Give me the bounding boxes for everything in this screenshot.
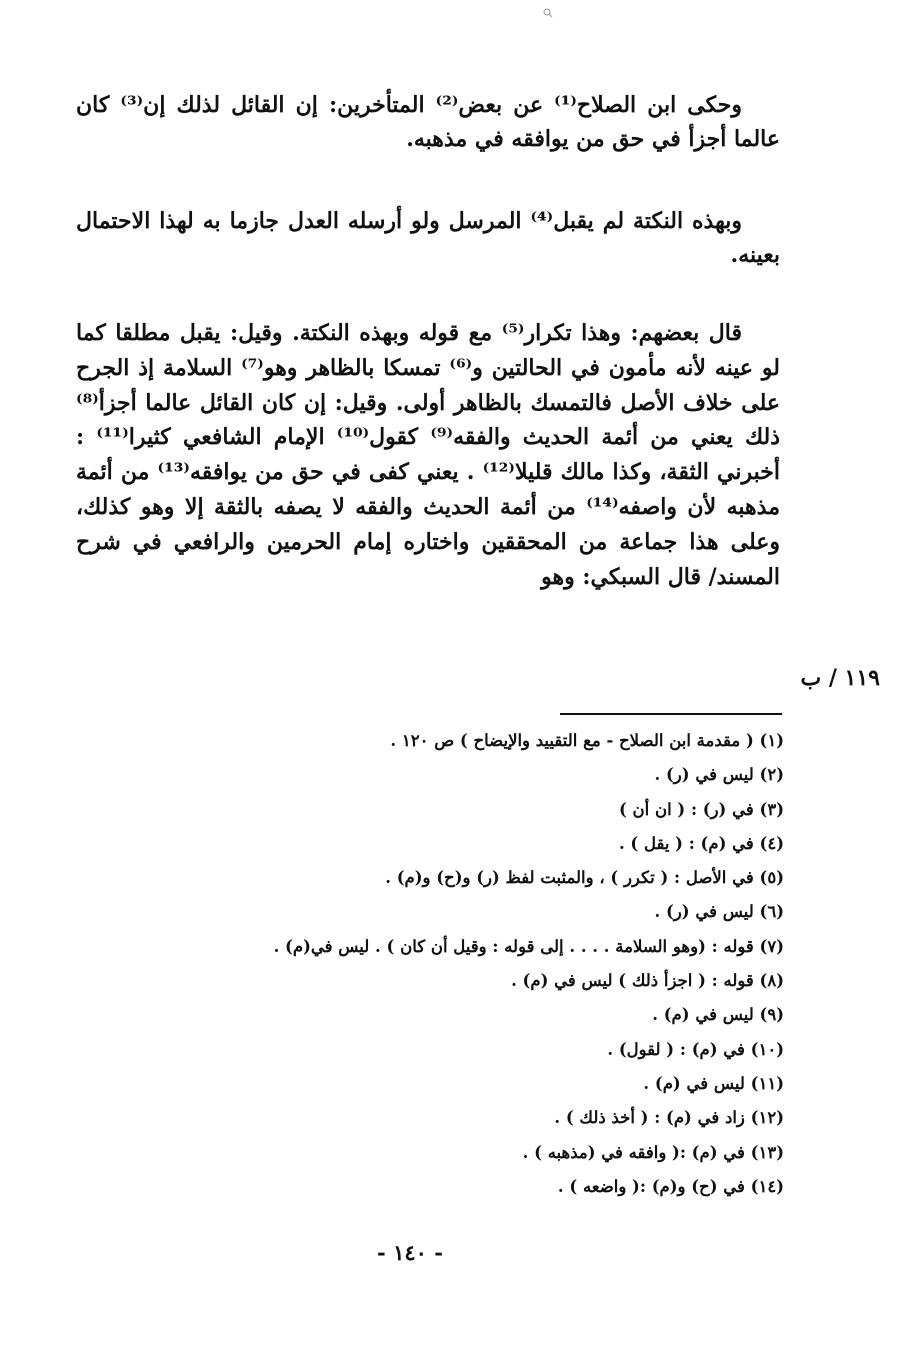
footnote-10: (١٠) في (م) : ( لقول) .: [607, 1039, 784, 1059]
footnote-14: (١٤) في (ح) و(م) :( واضعه ) .: [557, 1176, 784, 1196]
footnote-8: (٨) قوله : ( اجزأ ذلك ) ليس في (م) .: [511, 971, 784, 991]
footnotes-list: [100, 724, 784, 1204]
footnote-6: (٦) ليس في (ر) .: [654, 902, 784, 922]
paragraph-3: قال بعضهم: وهذا تكرار⁽⁵⁾ مع قوله وبهذه النكتة. وقيل: يقبل مطلقا كما لو عينه لأنه مأمون في الحالتين و⁽⁶⁾ تمسكا بالظاهر وهو⁽⁷⁾ السلامة إذ الجرح على خلاف الأصل فالتمسك بالظاهر أولى. وقيل: إن كان القائل عالما أجزأ⁽⁸⁾ ذلك يعني من أئمة الحديث والفقه⁽⁹⁾ كقول⁽¹⁰⁾ الإمام الشافعي كثيرا⁽¹¹⁾ : أخبرني الثقة، وكذا مالك قليلا⁽¹²⁾ . يعني كفى في حق من يوافقه⁽¹³⁾ من أئمة مذهبه لأن واصفه⁽¹⁴⁾ من أئمة الحديث والفقه لا يصفه بالثقة إلا وهو كذلك، وعلى هذا جماعة من المحققين واختاره إمام الحرمين والرافعي في شرح المسند/ قال السبكي: وهو: [76, 320, 781, 590]
footnote-7: (٧) قوله : (وهو السلامة . . . . إلى قوله : وقيل أن كان ) . ليس في(م) .: [273, 936, 784, 956]
manuscript-folio-note: ١١٩ / ب: [800, 665, 880, 691]
footnote-9: (٩) ليس في (م) .: [652, 1005, 784, 1025]
footnote-1: (١) ( مقدمة ابن الصلاح - مع التقييد والإيضاح ) ص ١٢٠ .: [390, 731, 784, 750]
paragraph-2: وبهذه النكتة لم يقبل⁽⁴⁾ المرسل ولو أرسله العدل جازما به لهذا الاحتمال بعينه.: [76, 208, 780, 268]
top-mark-icon: [541, 6, 555, 20]
footnote-3: (٣) في (ر) : ( ان أن ): [618, 799, 784, 819]
footnote-13: (١٣) في (م) :( وافقه في (مذهبه ) .: [522, 1142, 784, 1162]
footnote-2: (٢) ليس في (ر) .: [654, 765, 784, 785]
footnote-5: (٥) في الأصل : ( تكرر ) ، والمثبت لفظ (ر) و(ح) و(م) .: [385, 868, 784, 888]
footnote-12: (١٢) زاد في (م) : ( أخذ ذلك ) .: [554, 1108, 784, 1128]
paragraph-1: وحكى ابن الصلاح⁽¹⁾ عن بعض⁽²⁾ المتأخرين: إن القائل لذلك إن⁽³⁾ كان عالما أجزأ في حق من يوافقه في مذهبه.: [76, 92, 780, 152]
footnote-4: (٤) في (م) : ( يقل ) .: [618, 833, 784, 853]
page-number: - ١٤٠ -: [377, 1240, 443, 1265]
footnote-11: (١١) ليس في (م) .: [643, 1073, 784, 1093]
footnote-separator: [560, 713, 782, 715]
